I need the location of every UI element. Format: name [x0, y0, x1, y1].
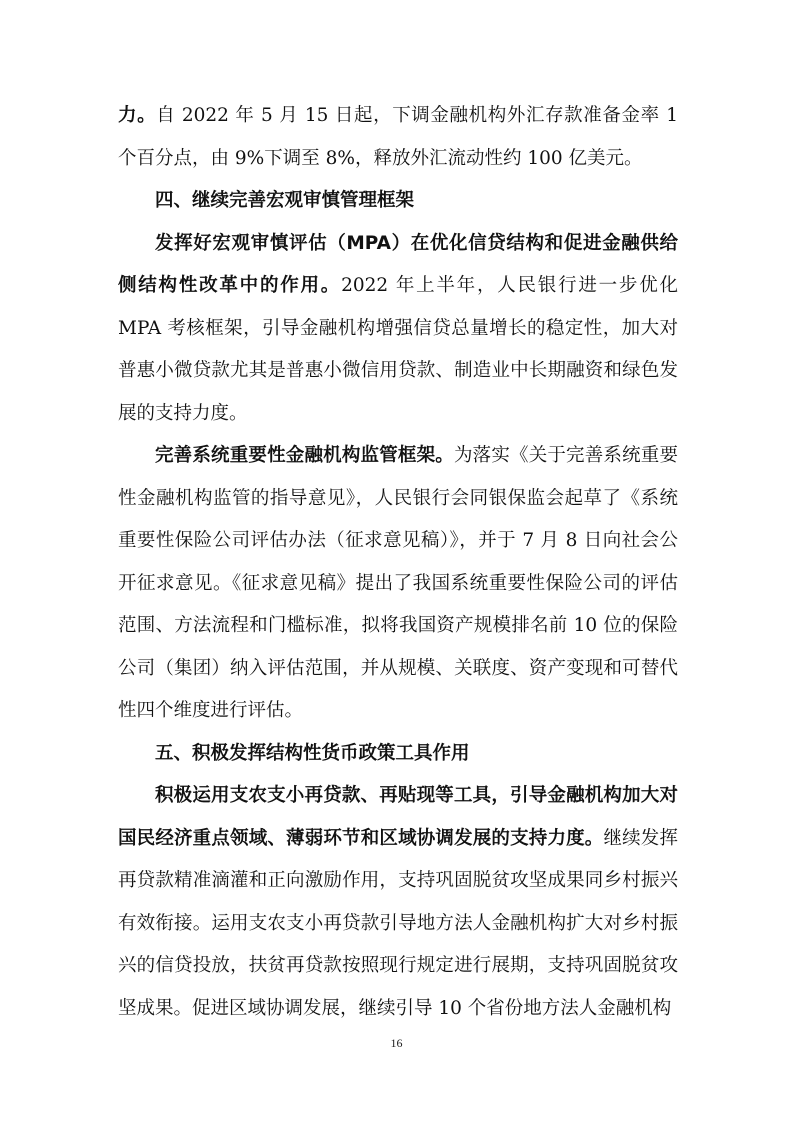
paragraph-1-body: 自 2022 年 5 月 15 日起，下调金融机构外汇存款准备金率 1 个百分点，由 9%下调至 8%，释放外汇流动性约 100 亿美元。: [118, 105, 678, 169]
paragraph-2-lead: 发挥好宏观审慎评估（MPA）在优化信贷结构和促进金融供给侧结构性改革中的作用。: [118, 232, 678, 296]
paragraph-4: [118, 775, 678, 1030]
paragraph-2: [118, 223, 678, 436]
section-heading-4: 四、继续完善宏观审慎管理框架: [155, 190, 415, 211]
document-body: [118, 95, 678, 1030]
paragraph-4-lead: 积极运用支农支小再贷款、再贴现等工具，引导金融机构加大对国民经济重点领域、薄弱环节和区域协调发展的支持力度。: [118, 785, 678, 849]
paragraph-1-lead: 力。: [118, 105, 157, 126]
paragraph-2-body: 2022 年上半年，人民银行进一步优化 MPA 考核框架，引导金融机构增强信贷总量增长的稳定性，加大对普惠小微贷款尤其是普惠小微信用贷款、制造业中长期融资和绿色发展的支持力度。: [118, 275, 678, 424]
paragraph-3-body: 为落实《关于完善系统重要性金融机构监管的指导意见》，人民银行会同银保监会起草了《系统重要性保险公司评估办法（征求意见稿）》，并于 7 月 8 日向社会公开征求意见。《征求意见稿》提出了我国系统重要性保险公司的评估范围、方法流程和门槛标准，拟将我国资产规模排名前 10 位的保险公司（集团）纳入评估范围，并从规模、关联度、资产变现和可替代性四个维度进行评估。: [118, 445, 678, 721]
paragraph-1: [118, 95, 678, 180]
paragraph-3: [118, 435, 678, 733]
page-number: 16: [390, 1036, 403, 1050]
paragraph-4-body: 继续发挥再贷款精准滴灌和正向激励作用，支持巩固脱贫攻坚成果同乡村振兴有效衔接。运用支农支小再贷款引导地方法人金融机构扩大对乡村振兴的信贷投放，扶贫再贷款按照现行规定进行展期，支持巩固脱贫攻坚成果。促进区域协调发展，继续引导 10 个省份地方法人金融机构: [118, 827, 678, 1019]
paragraph-3-lead: 完善系统重要性金融机构监管框架。: [155, 445, 454, 466]
section-heading-5: 五、积极发挥结构性货币政策工具作用: [155, 742, 470, 764]
